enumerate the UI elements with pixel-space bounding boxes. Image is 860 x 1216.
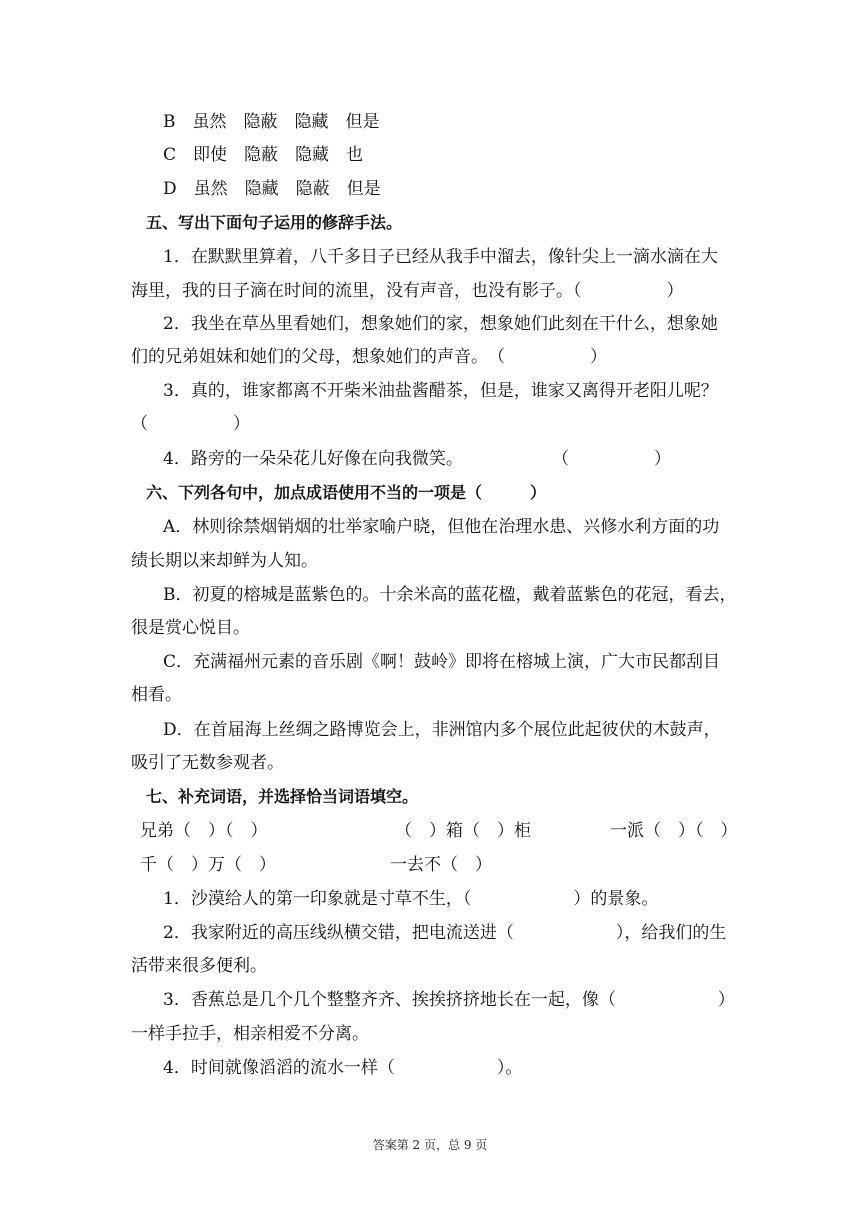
q5-item-4-text: 4．路旁的一朵朵花儿好像在向我微笑。	[163, 449, 463, 469]
q7-item-3-line-2: 一样手拉手，相亲相爱不分离。	[131, 1024, 369, 1044]
q6-option-d-line-1: D．在首届海上丝绸之路博览会上，非洲馆内多个展位此起彼伏的木鼓声，	[163, 720, 721, 740]
q7-item-1: 1．沙漠给人的第一印象就是寸草不生，（ ）的景象。	[163, 889, 659, 909]
option-c: C 即使 隐蔽 隐藏 也	[163, 145, 364, 165]
fill-blank-2: （ ）箱（ ）柜	[395, 821, 531, 841]
q6-option-d-line-2: 吸引了无数参观者。	[131, 753, 284, 773]
q6-option-b-line-1: B．初夏的榕城是蓝紫色的。十余米高的蓝花楹，戴着蓝紫色的花冠，看去，	[163, 585, 737, 605]
q5-item-3-line-1: 3．真的，谁家都离不开柴米油盐酱醋茶，但是，谁家又离得开老阳儿呢？	[163, 381, 718, 401]
q5-item-2-line-2: 们的兄弟姐妹和她们的父母，想象她们的声音。 （ ）	[131, 347, 607, 367]
fill-blank-5: 一去不（ ）	[390, 855, 492, 875]
q5-item-2-line-1: 2．我坐在草丛里看她们，想象她们的家，想象她们此刻在干什么，想象她	[163, 314, 718, 334]
section-heading-5: 五、写出下面句子运用的修辞手法。	[146, 213, 403, 232]
q5-item-4-blank: （ ）	[552, 449, 671, 469]
q6-option-c-line-2: 相看。	[131, 685, 182, 705]
q7-item-2-line-1: 2．我家附近的高压线纵横交错，把电流送进（ ），给我们的生	[163, 923, 727, 943]
q7-item-4: 4．时间就像滔滔的流水一样（ ）。	[163, 1058, 523, 1078]
fill-blank-3: 一派（ ）（ ）	[610, 821, 738, 841]
q7-item-2-line-2: 活带来很多便利。	[131, 956, 267, 976]
q7-item-3-line-1: 3．香蕉总是几个几个整整齐齐、挨挨挤挤地长在一起，像（ ）	[163, 990, 735, 1010]
q6-option-c-line-1: C．充满福州元素的音乐剧《啊！鼓岭》即将在榕城上演，广大市民都刮目	[163, 652, 721, 672]
q5-item-1-line-1: 1．在默默里算着，八千多日子已经从我手中溜去，像针尖上一滴水滴在大	[163, 247, 718, 267]
page-footer: 答案第 2 页，总 9 页	[372, 1138, 488, 1152]
q6-option-a-line-2: 绩长期以来却鲜为人知。	[131, 551, 318, 571]
option-d: D 虽然 隐藏 隐蔽 但是	[163, 179, 381, 199]
q6-option-b-line-2: 很是赏心悦目。	[131, 618, 250, 638]
q5-item-3-line-2: （ ）	[131, 414, 250, 434]
fill-blank-1: 兄弟（ ）（ ）	[140, 821, 268, 841]
q6-option-a-line-1: A．林则徐禁烟销烟的壮举家喻户晓，但他在治理水患、兴修水利方面的功	[163, 517, 720, 537]
q5-item-1-line-2: 海里，我的日子滴在时间的流里，没有声音，也没有影子。（ ）	[131, 281, 684, 301]
option-b: B 虽然 隐蔽 隐藏 但是	[163, 112, 380, 132]
fill-blank-4: 千（ ）万（ ）	[140, 855, 276, 875]
section-heading-7: 七、补充词语，并选择恰当词语填空。	[146, 787, 419, 806]
section-heading-6: 六、下列各句中，加点成语使用不当的一项是（ ）	[146, 483, 547, 502]
